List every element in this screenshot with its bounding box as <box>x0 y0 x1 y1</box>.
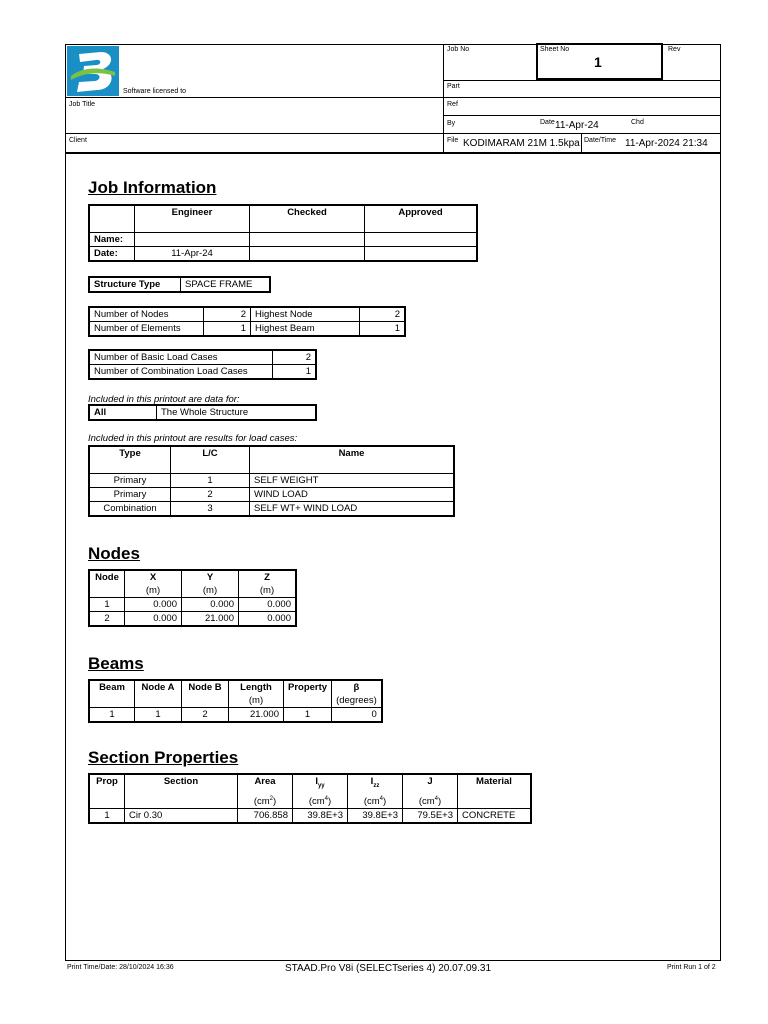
unit-exp: 2 <box>269 795 273 802</box>
cell: 0.000 <box>125 598 182 612</box>
unit-cell <box>458 793 532 809</box>
unit-close: ) <box>273 796 277 808</box>
unit-exp: 4 <box>379 795 383 802</box>
unit-base: (cm <box>418 796 435 808</box>
highest-node-value: 2 <box>360 307 406 322</box>
col-node-b: Node B <box>182 680 229 694</box>
cell: SELF WT+ WIND LOAD <box>250 502 455 517</box>
included-data-caption: Included in this printout are data for: <box>88 394 240 405</box>
cell: 1 <box>171 474 250 488</box>
nodes-table <box>88 569 297 627</box>
cell: CONCRETE <box>458 809 532 824</box>
divider <box>443 115 721 116</box>
col-approved: Approved <box>365 205 478 233</box>
included-value: The Whole Structure <box>157 405 317 420</box>
nodes-title: Nodes <box>88 544 140 563</box>
nodes-label: Number of Nodes <box>89 307 204 322</box>
elements-label: Number of Elements <box>89 322 204 337</box>
unit-izz <box>348 793 403 809</box>
basic-label: Number of Basic Load Cases <box>89 350 273 365</box>
sections-title: Section Properties <box>88 748 239 767</box>
part-label: Part <box>447 83 460 90</box>
included-results-caption: Included in this printout are results for load cases: <box>88 433 298 444</box>
print-time: Print Time/Date: 28/10/2024 16:36 <box>67 964 174 971</box>
unit-close: ) <box>328 796 332 808</box>
iyy-label: I <box>315 776 318 787</box>
table-row <box>89 708 382 723</box>
highest-beam-label: Highest Beam <box>251 322 360 337</box>
col-name: Name <box>250 446 455 474</box>
cell: 1 <box>135 708 182 723</box>
cell: 0.000 <box>182 598 239 612</box>
unit-close: ) <box>438 796 442 808</box>
table-row <box>89 474 454 488</box>
col-beam: Beam <box>89 680 135 694</box>
izz-label: I <box>370 776 374 787</box>
datetime-value: 11-Apr-2024 21:34 <box>625 138 708 149</box>
unit-close: ) <box>383 796 387 808</box>
table-row <box>89 809 531 824</box>
basic-value: 2 <box>273 350 317 365</box>
unit-cell <box>125 793 238 809</box>
divider <box>65 152 721 154</box>
cell: 3 <box>171 502 250 517</box>
beams-table <box>88 679 383 723</box>
cell: 39.8E+3 <box>293 809 348 824</box>
date-row-label: Date: <box>89 247 135 262</box>
col-prop: Prop <box>89 774 125 793</box>
structure-type-value: SPACE FRAME <box>181 277 271 292</box>
licensed-to-label: Software licensed to <box>123 88 187 95</box>
cell: Primary <box>89 474 171 488</box>
cell <box>365 233 478 247</box>
unit-cell <box>89 694 135 708</box>
blank-header <box>89 205 135 233</box>
col-section: Section <box>125 774 238 793</box>
cell <box>250 233 365 247</box>
cell <box>365 247 478 262</box>
col-type: Type <box>89 446 171 474</box>
table-row <box>89 598 296 612</box>
rev-label: Rev <box>668 46 681 53</box>
date-label: Date <box>540 119 555 126</box>
client-label: Client <box>69 137 87 144</box>
unit-cell <box>284 694 332 708</box>
col-y: Y <box>182 570 239 584</box>
divider <box>65 97 721 98</box>
job-no-label: Job No <box>447 46 470 53</box>
unit-base: (cm <box>308 796 325 808</box>
col-node: Node <box>89 570 125 584</box>
included-data-table <box>88 404 317 421</box>
date-value: 11-Apr-24 <box>555 120 599 131</box>
combo-value: 1 <box>273 365 317 380</box>
job-title-label: Job Title <box>69 101 96 108</box>
software-version: STAAD.Pro V8i (SELECTseries 4) 20.07.09.31 <box>285 963 492 974</box>
unit-cell <box>89 584 125 598</box>
col-length: Length <box>229 680 284 694</box>
divider <box>65 133 721 134</box>
job-info-table <box>88 204 478 262</box>
col-engineer: Engineer <box>135 205 250 233</box>
unit-base: (cm <box>253 796 270 808</box>
load-cases-table <box>88 445 455 517</box>
table-row <box>89 488 454 502</box>
file-value: KODIMARAM 21M 1.5kpa <box>463 138 580 149</box>
unit-base: (cm <box>363 796 380 808</box>
cell: 0.000 <box>239 612 297 627</box>
cell: 0 <box>332 708 382 723</box>
nodes-value: 2 <box>204 307 251 322</box>
unit-length: (m) <box>229 694 284 708</box>
highest-node-label: Highest Node <box>251 307 360 322</box>
cell: 1 <box>89 708 135 723</box>
file-label: File <box>447 137 459 144</box>
engineer-date: 11-Apr-24 <box>135 247 250 262</box>
sheet-no-value: 1 <box>594 54 602 70</box>
by-label: By <box>447 120 456 127</box>
structure-type-label: Structure Type <box>89 277 181 292</box>
cell: WIND LOAD <box>250 488 455 502</box>
izz-sub: zz <box>373 782 380 789</box>
cell: 0.000 <box>125 612 182 627</box>
bentley-logo <box>67 46 119 96</box>
load-counts-table <box>88 349 317 380</box>
cell <box>250 247 365 262</box>
cell: 39.8E+3 <box>348 809 403 824</box>
cell: 2 <box>89 612 125 627</box>
col-izz <box>348 774 403 793</box>
cell: 1 <box>89 809 125 824</box>
structure-type-table <box>88 276 271 293</box>
divider <box>443 80 721 81</box>
ref-label: Ref <box>447 101 458 108</box>
col-node-a: Node A <box>135 680 182 694</box>
cell: 2 <box>171 488 250 502</box>
cell: 1 <box>89 598 125 612</box>
unit-x: (m) <box>125 584 182 598</box>
table-row <box>89 612 296 627</box>
divider <box>581 133 582 153</box>
unit-iyy <box>293 793 348 809</box>
chd-label: Chd <box>631 119 644 126</box>
print-run: Print Run 1 of 2 <box>667 964 716 971</box>
col-lc: L/C <box>171 446 250 474</box>
col-iyy <box>293 774 348 793</box>
unit-j <box>403 793 458 809</box>
divider <box>443 44 444 153</box>
name-row-label: Name: <box>89 233 135 247</box>
cell: SELF WEIGHT <box>250 474 455 488</box>
cell: 79.5E+3 <box>403 809 458 824</box>
sheet-no-label: Sheet No <box>540 46 570 53</box>
cell: 21.000 <box>182 612 239 627</box>
cell: 21.000 <box>229 708 284 723</box>
col-material: Material <box>458 774 532 793</box>
table-row <box>89 502 454 517</box>
unit-exp: 4 <box>434 795 438 802</box>
cell: 0.000 <box>239 598 297 612</box>
unit-area <box>238 793 293 809</box>
iyy-sub: yy <box>317 782 325 789</box>
unit-beta: (degrees) <box>332 694 382 708</box>
counts-table <box>88 306 406 337</box>
beams-title: Beams <box>88 654 144 673</box>
col-beta: β <box>332 680 382 694</box>
combo-label: Number of Combination Load Cases <box>89 365 273 380</box>
sections-table <box>88 773 532 824</box>
unit-cell <box>135 694 182 708</box>
job-info-title: Job Information <box>88 178 217 197</box>
unit-y: (m) <box>182 584 239 598</box>
col-property: Property <box>284 680 332 694</box>
cell: Cir 0.30 <box>125 809 238 824</box>
col-z: Z <box>239 570 297 584</box>
cell <box>135 233 250 247</box>
unit-z: (m) <box>239 584 297 598</box>
cell: 2 <box>182 708 229 723</box>
col-area: Area <box>238 774 293 793</box>
cell: 1 <box>284 708 332 723</box>
col-j: J <box>403 774 458 793</box>
unit-cell <box>182 694 229 708</box>
highest-beam-value: 1 <box>360 322 406 337</box>
col-checked: Checked <box>250 205 365 233</box>
cell: Primary <box>89 488 171 502</box>
unit-cell <box>89 793 125 809</box>
cell: 706.858 <box>238 809 293 824</box>
cell: Combination <box>89 502 171 517</box>
elements-value: 1 <box>204 322 251 337</box>
col-x: X <box>125 570 182 584</box>
unit-exp: 4 <box>324 795 328 802</box>
datetime-label: Date/Time <box>584 137 617 144</box>
included-key: All <box>89 405 157 420</box>
